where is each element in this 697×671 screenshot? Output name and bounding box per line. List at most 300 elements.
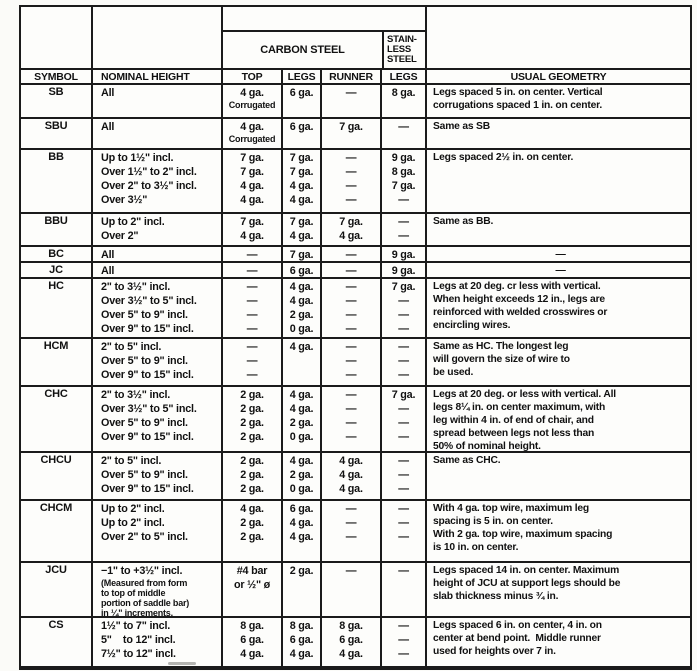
geometry-line: legs 8¼ in. on center maximum, with: [433, 402, 606, 413]
runner-gauge-cell: [322, 85, 382, 119]
gauge-line: 4 ga.: [240, 87, 264, 99]
gauge-line: 6 ga.: [289, 265, 314, 277]
nominal-height-cell: [93, 263, 223, 279]
nominal-height-cell: [93, 453, 223, 501]
gauge-line: —: [398, 648, 409, 660]
gauge-line: 2 ga.: [240, 455, 264, 467]
gauge-line: —: [398, 503, 409, 515]
geometry-line: —: [555, 249, 566, 260]
gauge-line: —: [345, 323, 357, 335]
gauge-line: 8 ga.: [339, 620, 363, 632]
top-gauge-cell: [223, 150, 283, 214]
gauge-line: 2 ga.: [240, 517, 264, 529]
gauge-line: 4 ga.: [289, 648, 314, 660]
gauge-line: 0 ga.: [289, 323, 314, 335]
gauge-line: —: [345, 194, 357, 206]
gauge-line: 4 ga.: [289, 295, 314, 307]
stainless-legs-gauge-cell: [382, 119, 427, 150]
legs-gauge-cell: [283, 263, 322, 279]
stainless-legs-gauge-cell: [382, 214, 427, 247]
gauge-line: —: [398, 295, 409, 307]
gauge-line: —: [398, 483, 409, 495]
gauge-line: 0 ga.: [289, 483, 314, 495]
nominal-height-cell: [93, 618, 223, 668]
top-gauge-cell: [223, 453, 283, 501]
height-line: Over 2" to 5" incl.: [101, 531, 188, 543]
gauge-line: 4 ga.: [289, 230, 314, 242]
top-gauge-cell: [223, 263, 283, 279]
gauge-line: —: [345, 517, 357, 529]
height-line: −1" to +3½" incl.: [101, 565, 183, 577]
gauge-line: —: [246, 265, 258, 277]
gauge-line: 7 ga.: [339, 121, 363, 133]
scan-artifact: [168, 662, 196, 665]
gauge-line: —: [345, 341, 357, 353]
runner-gauge-cell: [322, 150, 382, 214]
gauge-line: —: [246, 281, 258, 293]
legs-gauge-cell: [283, 501, 322, 563]
col-header-usual-geometry: USUAL GEOMETRY: [427, 70, 690, 85]
gauge-line: —: [398, 323, 409, 335]
runner-gauge-cell: [322, 247, 382, 263]
height-line: Over 2" to 3½" incl.: [101, 180, 197, 192]
col-header-symbol: SYMBOL: [21, 70, 93, 85]
geometry-line: Legs spaced 2½ in. on center.: [433, 152, 574, 163]
gauge-line: —: [345, 309, 357, 321]
geometry-line: be used.: [433, 367, 474, 378]
geometry-line: When height exceeds 12 in., legs are: [433, 294, 605, 305]
top-gauge-cell: [223, 501, 283, 563]
gauge-line: 4 ga.: [339, 230, 363, 242]
gauge-line: 4 ga.: [240, 194, 264, 206]
gauge-line: —: [398, 121, 409, 133]
gauge-line: 7 ga.: [339, 216, 363, 228]
height-line: Over 2": [101, 230, 139, 242]
gauge-line: —: [398, 309, 409, 321]
height-line: All: [101, 265, 115, 277]
gauge-line: 7 ga.: [391, 281, 416, 293]
height-line: 2" to 5" incl.: [101, 341, 162, 353]
height-line: Over 5" to 9" incl.: [101, 355, 188, 367]
height-note-line: portion of saddle bar): [101, 598, 190, 608]
gauge-line: 8 ga.: [391, 166, 416, 178]
stainless-legs-gauge-cell: [382, 618, 427, 668]
gauge-line: 2 ga.: [240, 403, 264, 415]
geometry-line: Legs at 20 deg. cr less with vertical.: [433, 281, 601, 292]
gauge-line: 4 ga.: [289, 531, 314, 543]
stainless-label-line-1: STAIN-: [387, 34, 417, 45]
symbol-cell: CHC: [21, 387, 93, 453]
height-line: 2" to 3½" incl.: [101, 389, 171, 401]
gauge-line: 7 ga.: [391, 389, 416, 401]
stainless-legs-gauge-cell: [382, 279, 427, 339]
height-line: All: [101, 121, 115, 133]
geometry-cell: [427, 501, 690, 563]
symbol-cell: CHCM: [21, 501, 93, 563]
stainless-legs-gauge-cell: [382, 339, 427, 387]
geometry-line: is 10 in. on center.: [433, 542, 519, 553]
gauge-line: 0 ga.: [289, 431, 314, 443]
geometry-line: Legs spaced 5 in. on center. Vertical: [433, 87, 603, 98]
gauge-line: [283, 368, 320, 382]
gauge-line: —: [345, 166, 357, 178]
runner-gauge-cell: [322, 453, 382, 501]
col-header-nominal-height: NOMINAL HEIGHT: [93, 70, 223, 85]
nominal-height-cell: [93, 563, 223, 618]
gauge-line: —: [345, 265, 357, 277]
height-line: Up to 2" incl.: [101, 503, 165, 515]
gauge-line: —: [345, 369, 357, 381]
gauge-line: —: [398, 341, 409, 353]
gauge-line: 7 ga.: [289, 249, 314, 261]
geometry-cell: [427, 85, 690, 119]
gauge-line: 8 ga.: [391, 87, 416, 99]
gauge-line: —: [345, 152, 357, 164]
gauge-line: 4 ga.: [289, 403, 314, 415]
gauge-line: 4 ga.: [289, 341, 314, 353]
gauge-line: or ½" ø: [233, 579, 271, 591]
bar-support-table: [19, 5, 692, 670]
height-line: Over 5" to 9" incl.: [101, 469, 188, 481]
gauge-line: 4 ga.: [289, 389, 314, 401]
gauge-line: 7 ga.: [289, 152, 314, 164]
symbol-cell: SBU: [21, 119, 93, 150]
gauge-line: 7 ga.: [391, 180, 416, 192]
legs-gauge-cell: [283, 618, 322, 668]
symbol-cell: HCM: [21, 339, 93, 387]
gauge-line: 6 ga.: [289, 503, 314, 515]
runner-gauge-cell: [322, 263, 382, 279]
symbol-cell: SB: [21, 85, 93, 119]
gauge-line: 4 ga.: [289, 281, 314, 293]
gauge-line: 4 ga.: [339, 469, 363, 481]
gauge-line: 4 ga.: [240, 121, 264, 133]
geometry-line: leg within 4 in. of end of chair, and: [433, 415, 594, 426]
geometry-line: reinforced with welded crosswires or: [433, 307, 608, 318]
nominal-height-cell: [93, 247, 223, 263]
gauge-line: —: [345, 281, 357, 293]
geometry-cell: [427, 563, 690, 618]
geometry-line: will govern the size of wire to: [433, 354, 570, 365]
symbol-cell: JCU: [21, 563, 93, 618]
header-spacer-symbol: [21, 7, 93, 70]
gauge-line: 6 ga.: [289, 121, 314, 133]
height-line: Over 5" to 9" incl.: [101, 309, 188, 321]
gauge-line: —: [345, 295, 357, 307]
geometry-cell: [427, 263, 690, 279]
height-line: Over 9" to 15" incl.: [101, 431, 194, 443]
top-gauge-cell: [223, 279, 283, 339]
gauge-line: —: [345, 431, 357, 443]
gauge-line: —: [398, 634, 409, 646]
gauge-line: —: [345, 531, 357, 543]
top-gauge-cell: [223, 387, 283, 453]
geometry-line: encircling wires.: [433, 320, 511, 331]
gauge-line: 2 ga.: [240, 417, 264, 429]
gauge-line: —: [246, 309, 258, 321]
height-line: Over 9" to 15" incl.: [101, 323, 194, 335]
top-gauge-cell: [223, 618, 283, 668]
col-header-stainless-legs: LEGS: [382, 70, 427, 85]
gauge-line: 6 ga.: [240, 634, 264, 646]
geometry-line: slab thickness minus ¾ in.: [433, 591, 559, 602]
gauge-line: —: [398, 620, 409, 632]
runner-gauge-cell: [322, 618, 382, 668]
gauge-line: 2 ga.: [289, 309, 314, 321]
nominal-height-cell: [93, 150, 223, 214]
height-line: Up to 2" incl.: [101, 517, 165, 529]
gauge-line: —: [246, 355, 258, 367]
legs-gauge-cell: [283, 339, 322, 387]
height-line: 7½" to 12" incl.: [101, 648, 176, 660]
legs-gauge-cell: [283, 563, 322, 618]
gauge-line: 2 ga.: [240, 469, 264, 481]
gauge-line: —: [345, 565, 357, 577]
legs-gauge-cell: [283, 150, 322, 214]
geometry-cell: [427, 387, 690, 453]
gauge-line: 4 ga.: [339, 648, 363, 660]
carbon-steel-group-header: [223, 7, 382, 70]
gauge-line: 4 ga.: [289, 455, 314, 467]
height-line: Up to 2" incl.: [101, 216, 165, 228]
runner-gauge-cell: [322, 214, 382, 247]
gauge-line: 2 ga.: [240, 389, 264, 401]
gauge-line: 7 ga.: [240, 216, 264, 228]
legs-gauge-cell: [283, 279, 322, 339]
gauge-line: —: [398, 431, 409, 443]
gauge-line: —: [398, 369, 409, 381]
gauge-line: 4 ga.: [240, 180, 264, 192]
symbol-cell: HC: [21, 279, 93, 339]
gauge-line: 2 ga.: [240, 531, 264, 543]
gauge-line: —: [398, 517, 409, 529]
nominal-height-cell: [93, 119, 223, 150]
gauge-line: —: [345, 503, 357, 515]
top-gauge-cell: [223, 563, 283, 618]
gauge-line: 8 ga.: [240, 620, 264, 632]
stainless-legs-gauge-cell: [382, 263, 427, 279]
nominal-height-cell: [93, 279, 223, 339]
gauge-line: 4 ga.: [289, 180, 314, 192]
gauge-line: —: [398, 469, 409, 481]
legs-gauge-cell: [283, 85, 322, 119]
height-line: Over 9" to 15" incl.: [101, 369, 194, 381]
stainless-legs-gauge-cell: [382, 150, 427, 214]
legs-gauge-cell: [283, 247, 322, 263]
gauge-line: 4 ga.: [289, 194, 314, 206]
height-note-line: to top of middle: [101, 588, 166, 598]
legs-gauge-cell: [283, 119, 322, 150]
gauge-line: —: [398, 565, 409, 577]
gauge-line: 7 ga.: [289, 166, 314, 178]
stainless-legs-gauge-cell: [382, 387, 427, 453]
height-line: 2" to 5" incl.: [101, 455, 162, 467]
runner-gauge-cell: [322, 563, 382, 618]
gauge-line: —: [345, 417, 357, 429]
height-line: Over 1½" to 2" incl.: [101, 166, 197, 178]
gauge-line: 8 ga.: [289, 620, 314, 632]
height-line: Over 3½": [101, 194, 148, 206]
symbol-cell: JC: [21, 263, 93, 279]
geometry-line: Legs at 20 deg. or less with vertical. All: [433, 389, 616, 400]
gauge-line: —: [345, 389, 357, 401]
height-line: 5" to 12" incl.: [101, 634, 176, 646]
geometry-line: Same as SB: [433, 121, 490, 132]
gauge-line: —: [398, 455, 409, 467]
gauge-line: —: [345, 249, 357, 261]
stainless-steel-label: [382, 30, 425, 68]
gauge-line: 2 ga.: [240, 431, 264, 443]
gauge-line: 6 ga.: [339, 634, 363, 646]
nominal-height-cell: [93, 85, 223, 119]
gauge-line: 2 ga.: [289, 417, 314, 429]
stainless-legs-gauge-cell: [382, 563, 427, 618]
gauge-line: —: [345, 355, 357, 367]
geometry-line: With 4 ga. top wire, maximum leg: [433, 503, 589, 514]
gauge-line: —: [398, 417, 409, 429]
gauge-line: —: [345, 87, 357, 99]
height-line: Over 3½" to 5" incl.: [101, 403, 197, 415]
height-line: Over 3½" to 5" incl.: [101, 295, 197, 307]
geometry-line: Legs spaced 14 in. on center. Maximum: [433, 565, 620, 576]
stainless-legs-gauge-cell: [382, 501, 427, 563]
nominal-height-cell: [93, 339, 223, 387]
top-gauge-cell: [223, 247, 283, 263]
runner-gauge-cell: [322, 501, 382, 563]
geometry-line: spread between legs not less than: [433, 428, 595, 439]
gauge-line: 4 ga.: [289, 517, 314, 529]
geometry-line: spacing is 5 in. on center.: [433, 516, 553, 527]
height-line: All: [101, 87, 115, 99]
height-line: All: [101, 249, 115, 261]
symbol-cell: BC: [21, 247, 93, 263]
geometry-cell: [427, 339, 690, 387]
gauge-line: —: [398, 194, 409, 206]
gauge-line: —: [246, 341, 258, 353]
top-gauge-cell: [223, 85, 283, 119]
geometry-line: Same as HC. The longest leg: [433, 341, 569, 352]
height-note-line: in ¼" increments.: [101, 608, 173, 618]
geometry-line: —: [555, 265, 566, 276]
legs-gauge-cell: [283, 214, 322, 247]
gauge-line: Corrugated: [228, 134, 276, 144]
stainless-label-line-3: STEEL: [387, 54, 417, 65]
height-line: Over 9" to 15" incl.: [101, 483, 194, 495]
gauge-line: 2 ga.: [289, 565, 314, 577]
geometry-line: corrugations spaced 1 in. on center.: [433, 100, 603, 111]
gauge-line: 4 ga.: [339, 455, 363, 467]
stainless-legs-gauge-cell: [382, 85, 427, 119]
gauge-line: —: [398, 216, 409, 228]
gauge-line: 7 ga.: [289, 216, 314, 228]
gauge-line: —: [398, 230, 409, 242]
gauge-line: #4 bar: [236, 565, 268, 577]
gauge-line: 4 ga.: [339, 483, 363, 495]
height-line: Over 5" to 9" incl.: [101, 417, 188, 429]
col-header-runner: RUNNER: [322, 70, 382, 85]
gauge-line: Corrugated: [228, 100, 276, 110]
gauge-line: 4 ga.: [240, 503, 264, 515]
nominal-height-cell: [93, 214, 223, 247]
geometry-cell: [427, 618, 690, 668]
geometry-line: used for heights over 7 in.: [433, 646, 556, 657]
stainless-legs-gauge-cell: [382, 247, 427, 263]
gauge-line: —: [246, 295, 258, 307]
runner-gauge-cell: [322, 387, 382, 453]
geometry-line: 50% of nominal height.: [433, 441, 541, 452]
gauge-line: —: [345, 180, 357, 192]
runner-gauge-cell: [322, 279, 382, 339]
top-gauge-cell: [223, 339, 283, 387]
symbol-cell: BB: [21, 150, 93, 214]
gauge-line: 9 ga.: [391, 152, 416, 164]
stainless-legs-gauge-cell: [382, 453, 427, 501]
height-line: 1½" to 7" incl.: [101, 620, 171, 632]
runner-gauge-cell: [322, 339, 382, 387]
top-gauge-cell: [223, 214, 283, 247]
nominal-height-cell: [93, 501, 223, 563]
gauge-line: —: [398, 355, 409, 367]
geometry-cell: [427, 119, 690, 150]
gauge-line: —: [398, 403, 409, 415]
gauge-line: —: [246, 323, 258, 335]
header-spacer-geometry: [427, 7, 690, 70]
geometry-line: Same as BB.: [433, 216, 494, 227]
geometry-cell: [427, 453, 690, 501]
legs-gauge-cell: [283, 387, 322, 453]
stainless-label-line-2: LESS: [387, 44, 412, 55]
nominal-height-cell: [93, 387, 223, 453]
gauge-line: 6 ga.: [289, 634, 314, 646]
height-note-line: (Measured from form: [101, 578, 188, 588]
gauge-line: 4 ga.: [240, 230, 264, 242]
symbol-cell: CS: [21, 618, 93, 668]
geometry-cell: [427, 150, 690, 214]
gauge-line: —: [246, 249, 258, 261]
header-spacer-height: [93, 7, 223, 70]
runner-gauge-cell: [322, 119, 382, 150]
geometry-line: Same as CHC.: [433, 455, 501, 466]
gauge-line: 7 ga.: [240, 166, 264, 178]
symbol-cell: BBU: [21, 214, 93, 247]
height-line: 2" to 3½" incl.: [101, 281, 171, 293]
stainless-steel-group-header: [382, 7, 427, 70]
geometry-cell: [427, 214, 690, 247]
carbon-steel-label: CARBON STEEL: [223, 30, 382, 68]
geometry-line: height of JCU at support legs should be: [433, 578, 621, 589]
gauge-line: 9 ga.: [391, 265, 416, 277]
col-header-top: TOP: [223, 70, 283, 85]
gauge-line: 6 ga.: [289, 87, 314, 99]
col-header-legs: LEGS: [283, 70, 322, 85]
gauge-line: 2 ga.: [289, 469, 314, 481]
gauge-line: —: [345, 403, 357, 415]
top-gauge-cell: [223, 119, 283, 150]
geometry-line: center at bend point. Middle runner: [433, 633, 601, 644]
gauge-line: —: [246, 369, 258, 381]
gauge-line: 2 ga.: [240, 483, 264, 495]
geometry-cell: [427, 247, 690, 263]
height-line: Up to 1½" incl.: [101, 152, 174, 164]
gauge-line: 9 ga.: [391, 249, 416, 261]
gauge-line: 7 ga.: [240, 152, 264, 164]
geometry-line: With 2 ga. top wire, maximum spacing: [433, 529, 613, 540]
geometry-cell: [427, 279, 690, 339]
legs-gauge-cell: [283, 453, 322, 501]
geometry-line: Legs spaced 6 in. on center, 4 in. on: [433, 620, 602, 631]
gauge-line: 4 ga.: [240, 648, 264, 660]
gauge-line: [283, 354, 320, 368]
